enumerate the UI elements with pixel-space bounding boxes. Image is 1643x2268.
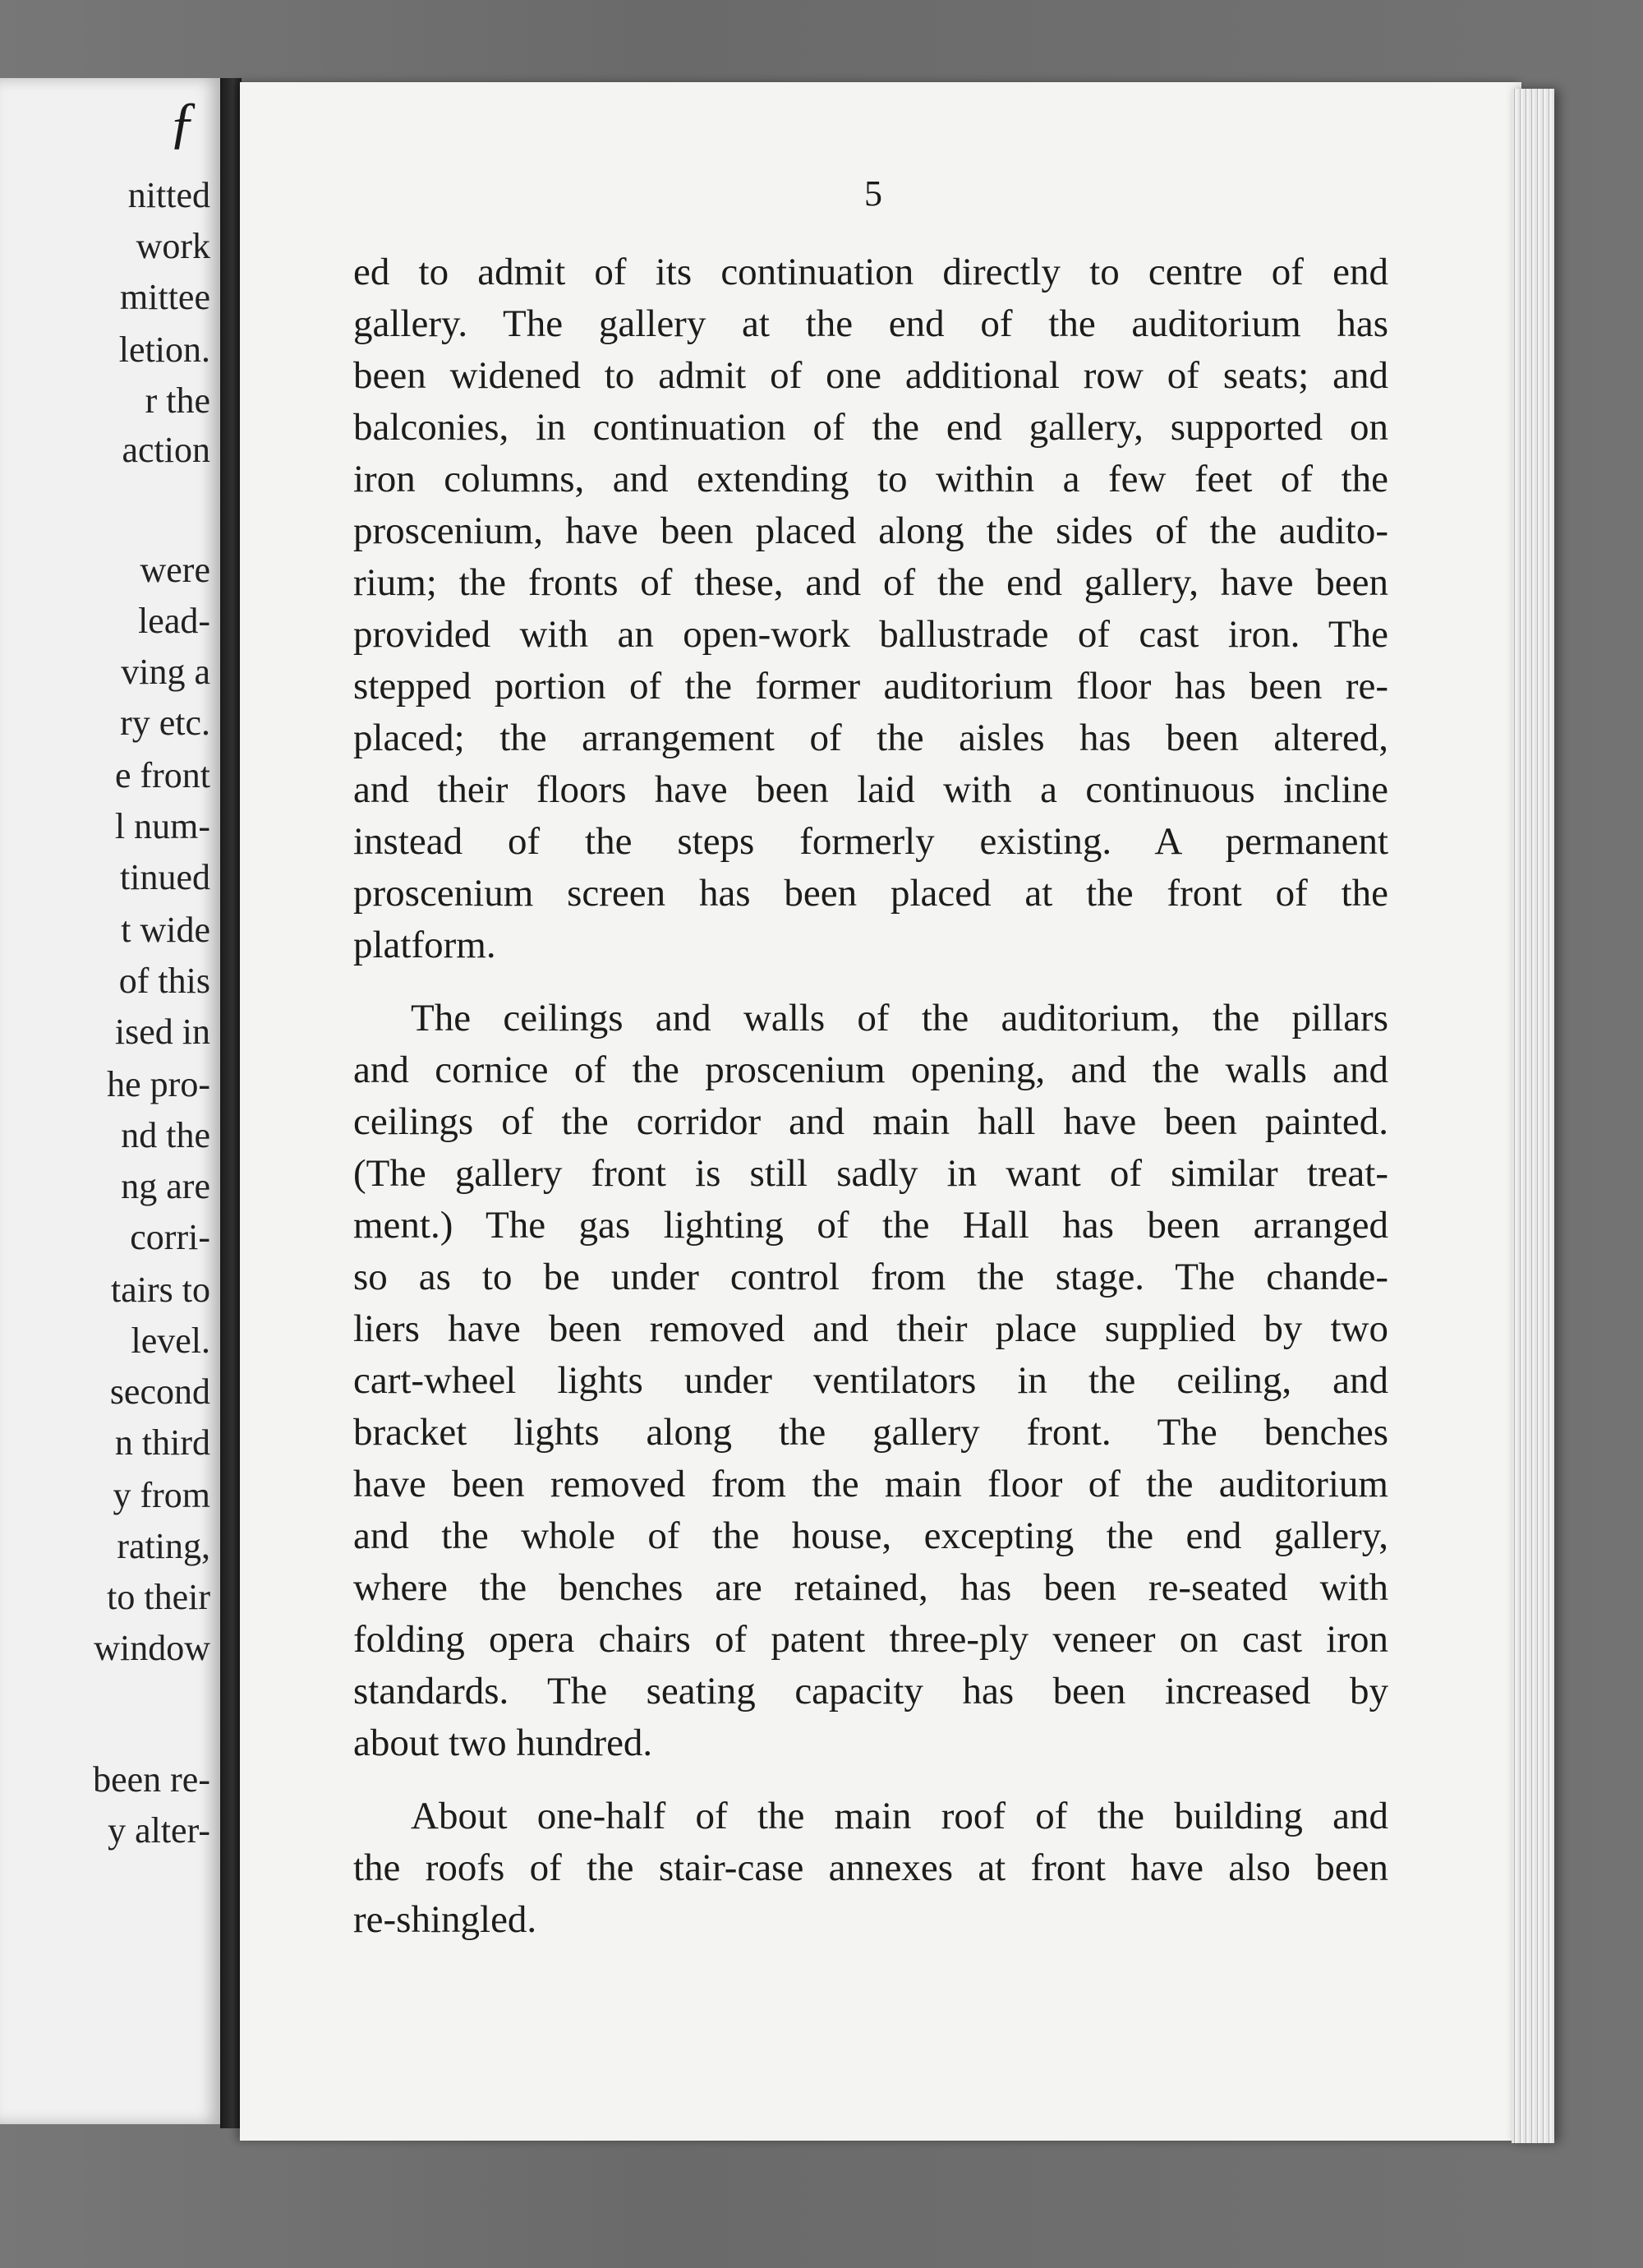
text-line: proscenium screen has been placed at the front of the [353, 872, 1388, 915]
page-edges [1512, 89, 1554, 2143]
text-line: provided with an open-work ballustrade of cast iron. The [353, 613, 1388, 656]
text-line: where the benches are retained, has been re-seated with [353, 1566, 1388, 1609]
text-line: balconies, in continuation of the end gallery, supported on [353, 406, 1388, 449]
text-line: about two hundred. [353, 1722, 653, 1764]
left-page-line: lead- [138, 601, 210, 641]
left-page-line: corri- [130, 1217, 210, 1257]
left-page-line: window [94, 1628, 210, 1668]
book-gutter [220, 78, 242, 2128]
text-line: The ceilings and walls of the auditorium, the pillars [411, 997, 1388, 1040]
left-page-line: were [140, 550, 210, 590]
paragraph [353, 993, 1388, 1769]
left-page-line: action [122, 430, 210, 470]
left-page-line: n third [114, 1422, 210, 1463]
text-line: (The gallery front is still sadly in want of similar treat- [353, 1152, 1388, 1195]
text-line: instead of the steps formerly existing. A permanent [353, 820, 1388, 863]
text-line: iron columns, and extending to within a few feet of the [353, 458, 1388, 500]
left-page-line: of this [118, 961, 210, 1001]
text-line: gallery. The gallery at the end of the auditorium has [353, 302, 1388, 345]
left-page-line: ry etc. [120, 703, 210, 743]
left-page-line: y from [113, 1475, 210, 1515]
text-line: liers have been removed and their place supplied by two [353, 1307, 1388, 1350]
left-page-line: t wide [121, 910, 210, 950]
text-line: and the whole of the house, excepting the end gallery, [353, 1514, 1388, 1557]
text-line: platform. [353, 924, 496, 966]
left-page-line: mittee [120, 277, 210, 317]
left-page-line: l num- [114, 806, 210, 846]
left-page-line: tairs to [111, 1270, 210, 1310]
left-page-line: ng are [121, 1166, 210, 1206]
text-line: About one-half of the main roof of the building and [411, 1795, 1388, 1837]
text-line: have been removed from the main floor of the auditorium [353, 1463, 1388, 1505]
text-line: and their floors have been laid with a continuous incline [353, 768, 1388, 811]
left-page-line: letion. [118, 330, 210, 370]
left-page-line: e front [114, 755, 210, 795]
left-page-line: level. [131, 1321, 210, 1361]
text-line: the roofs of the stair-case annexes at front have also been [353, 1846, 1388, 1889]
left-page-line: r the [145, 380, 210, 421]
text-line: stepped portion of the former auditorium floor has been re- [353, 665, 1388, 708]
body-text [353, 247, 1388, 1946]
text-line: folding opera chairs of patent three-ply veneer on cast iron [353, 1618, 1388, 1661]
left-page-line: tinued [120, 857, 210, 897]
text-line: proscenium, have been placed along the sides of the audito- [353, 509, 1388, 552]
left-page-line: rating, [117, 1526, 210, 1566]
left-page-line: ving a [121, 652, 210, 692]
text-line: placed; the arrangement of the aisles has been altered, [353, 717, 1388, 759]
left-page-line: nitted [127, 175, 210, 215]
paragraph-gap [353, 971, 1388, 993]
pencil-mark: ƒ [168, 91, 197, 154]
left-page-line: y alter- [108, 1810, 210, 1851]
left-page [0, 78, 222, 2124]
paragraph-gap [353, 1769, 1388, 1791]
left-page-line: been re- [93, 1759, 210, 1800]
text-line: ceilings of the corridor and main hall have been painted. [353, 1100, 1388, 1143]
page-number: 5 [864, 173, 882, 214]
left-page-line: second [109, 1371, 210, 1412]
text-line: bracket lights along the gallery front. The benches [353, 1411, 1388, 1454]
text-line: ment.) The gas lighting of the Hall has been arranged [353, 1204, 1388, 1247]
text-line: re-shingled. [353, 1898, 537, 1941]
text-line: standards. The seating capacity has been increased by [353, 1670, 1388, 1713]
paragraph [353, 1791, 1388, 1946]
text-line: and cornice of the proscenium opening, and the walls and [353, 1049, 1388, 1091]
text-line: cart-wheel lights under ventilators in the ceiling, and [353, 1359, 1388, 1402]
left-page-line: he pro- [107, 1064, 210, 1104]
text-line: been widened to admit of one additional row of seats; and [353, 354, 1388, 397]
left-page-line: nd the [121, 1115, 210, 1155]
left-page-line: to their [107, 1577, 210, 1617]
text-line: ed to admit of its continuation directly to centre of end [353, 251, 1388, 293]
left-page-line: work [136, 226, 210, 266]
left-page-line: ised in [114, 1012, 210, 1052]
paragraph [353, 247, 1388, 971]
text-line: so as to be under control from the stage. The chande- [353, 1256, 1388, 1298]
text-line: rium; the fronts of these, and of the end gallery, have been [353, 561, 1388, 604]
